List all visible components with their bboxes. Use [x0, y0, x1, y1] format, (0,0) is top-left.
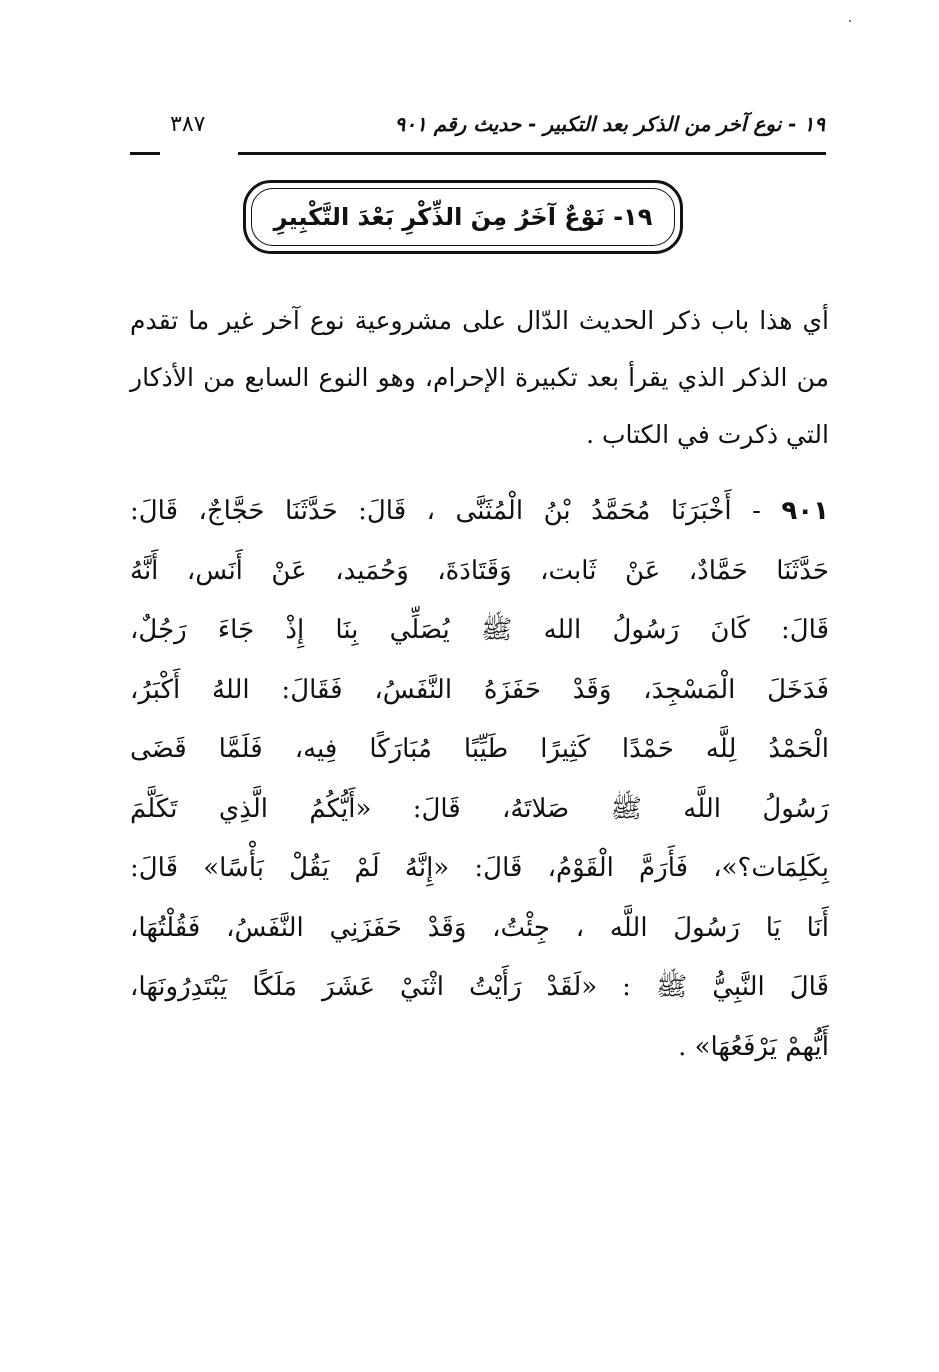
hadith-line: الْحَمْدُ لِلَّه حَمْدًا كَثِيرًا طَيِّبًا مُبَارَكًا فِيه، فَلَمَّا قَضَى — [130, 734, 829, 764]
hadith-line: بِكَلِمَات؟»، فَأَرَمَّ الْقَوْمُ، قَالَ: «إِنَّهُ لَمْ يَقُلْ بَأْسًا» قَالَ: — [130, 853, 829, 883]
hadith-line: رَسُولُ اللَّه ﷺ صَلاتَهُ، قَالَ: «أَيُّكُمُ الَّذِي تَكَلَّمَ — [130, 793, 829, 824]
chapter-heading-inner-frame — [251, 188, 675, 246]
hadith-line: حَدَّثَنَا حَمَّادٌ، عَنْ ثَابت، وَقَتَادَةَ، وَحُمَيد، عَنْ أَنَس، أَنَّهُ — [130, 555, 829, 586]
running-header-title: ١٩ - نوع آخر من الذكر بعد التكبير - حديث رقم ٩٠١ — [394, 112, 825, 136]
hadith-line-text: - أَخْبَرَنَا مُحَمَّدُ بْنُ الْمُثَنَّى ، قَالَ: حَدَّثَنَا حَجَّاجٌ، قَالَ: — [130, 496, 761, 526]
corner-mark — [849, 20, 851, 22]
hadith-line-first — [130, 482, 829, 542]
hadith-line: أَيُّهمْ يَرْفَعُهَا» . — [678, 1031, 829, 1062]
chapter-heading-frame — [243, 180, 683, 254]
intro-line: أي هذا باب ذكر الحديث الدّال على مشروعية نوع آخر غير ما تقدم — [130, 306, 829, 335]
running-header — [130, 112, 825, 152]
chapter-title: ١٩- نَوْعٌ آخَرُ مِنَ الذِّكْرِ بَعْدَ التَّكْبِيرِ — [273, 203, 653, 231]
hadith-line: فَدَخَلَ الْمَسْجِدَ، وَقَدْ حَفَزَهُ النَّفَسُ، فَقَالَ: اللهُ أَكْبَرُ، — [130, 674, 829, 705]
hadith-paragraph — [130, 482, 829, 1077]
hadith-number: ٩٠١ — [781, 496, 830, 526]
header-rule-left — [130, 152, 160, 155]
hadith-line: أَنَا يَا رَسُولَ اللَّه ، جِئْتُ، وَقَدْ حَفَزَنِي النَّفَسُ، فَقُلْتُهَا، — [130, 912, 829, 943]
hadith-line: قَالَ النَّبِيُّ ﷺ : «لَقَدْ رَأَيْتُ اثْنَيْ عَشَرَ مَلَكًا يَبْتَدِرُونَهَا، — [130, 972, 829, 1002]
intro-line: من الذكر الذي يقرأ بعد تكبيرة الإحرام، وهو النوع السابع من الأذكار — [130, 363, 829, 392]
intro-paragraph — [130, 292, 829, 463]
hadith-line: قَالَ: كَانَ رَسُولُ الله ﷺ يُصَلِّي بِنَا إِذْ جَاءَ رَجُلٌ، — [130, 615, 829, 645]
page-number: ٣٨٧ — [170, 112, 206, 137]
intro-line: التي ذكرت في الكتاب . — [586, 420, 829, 449]
header-rule — [238, 152, 826, 155]
